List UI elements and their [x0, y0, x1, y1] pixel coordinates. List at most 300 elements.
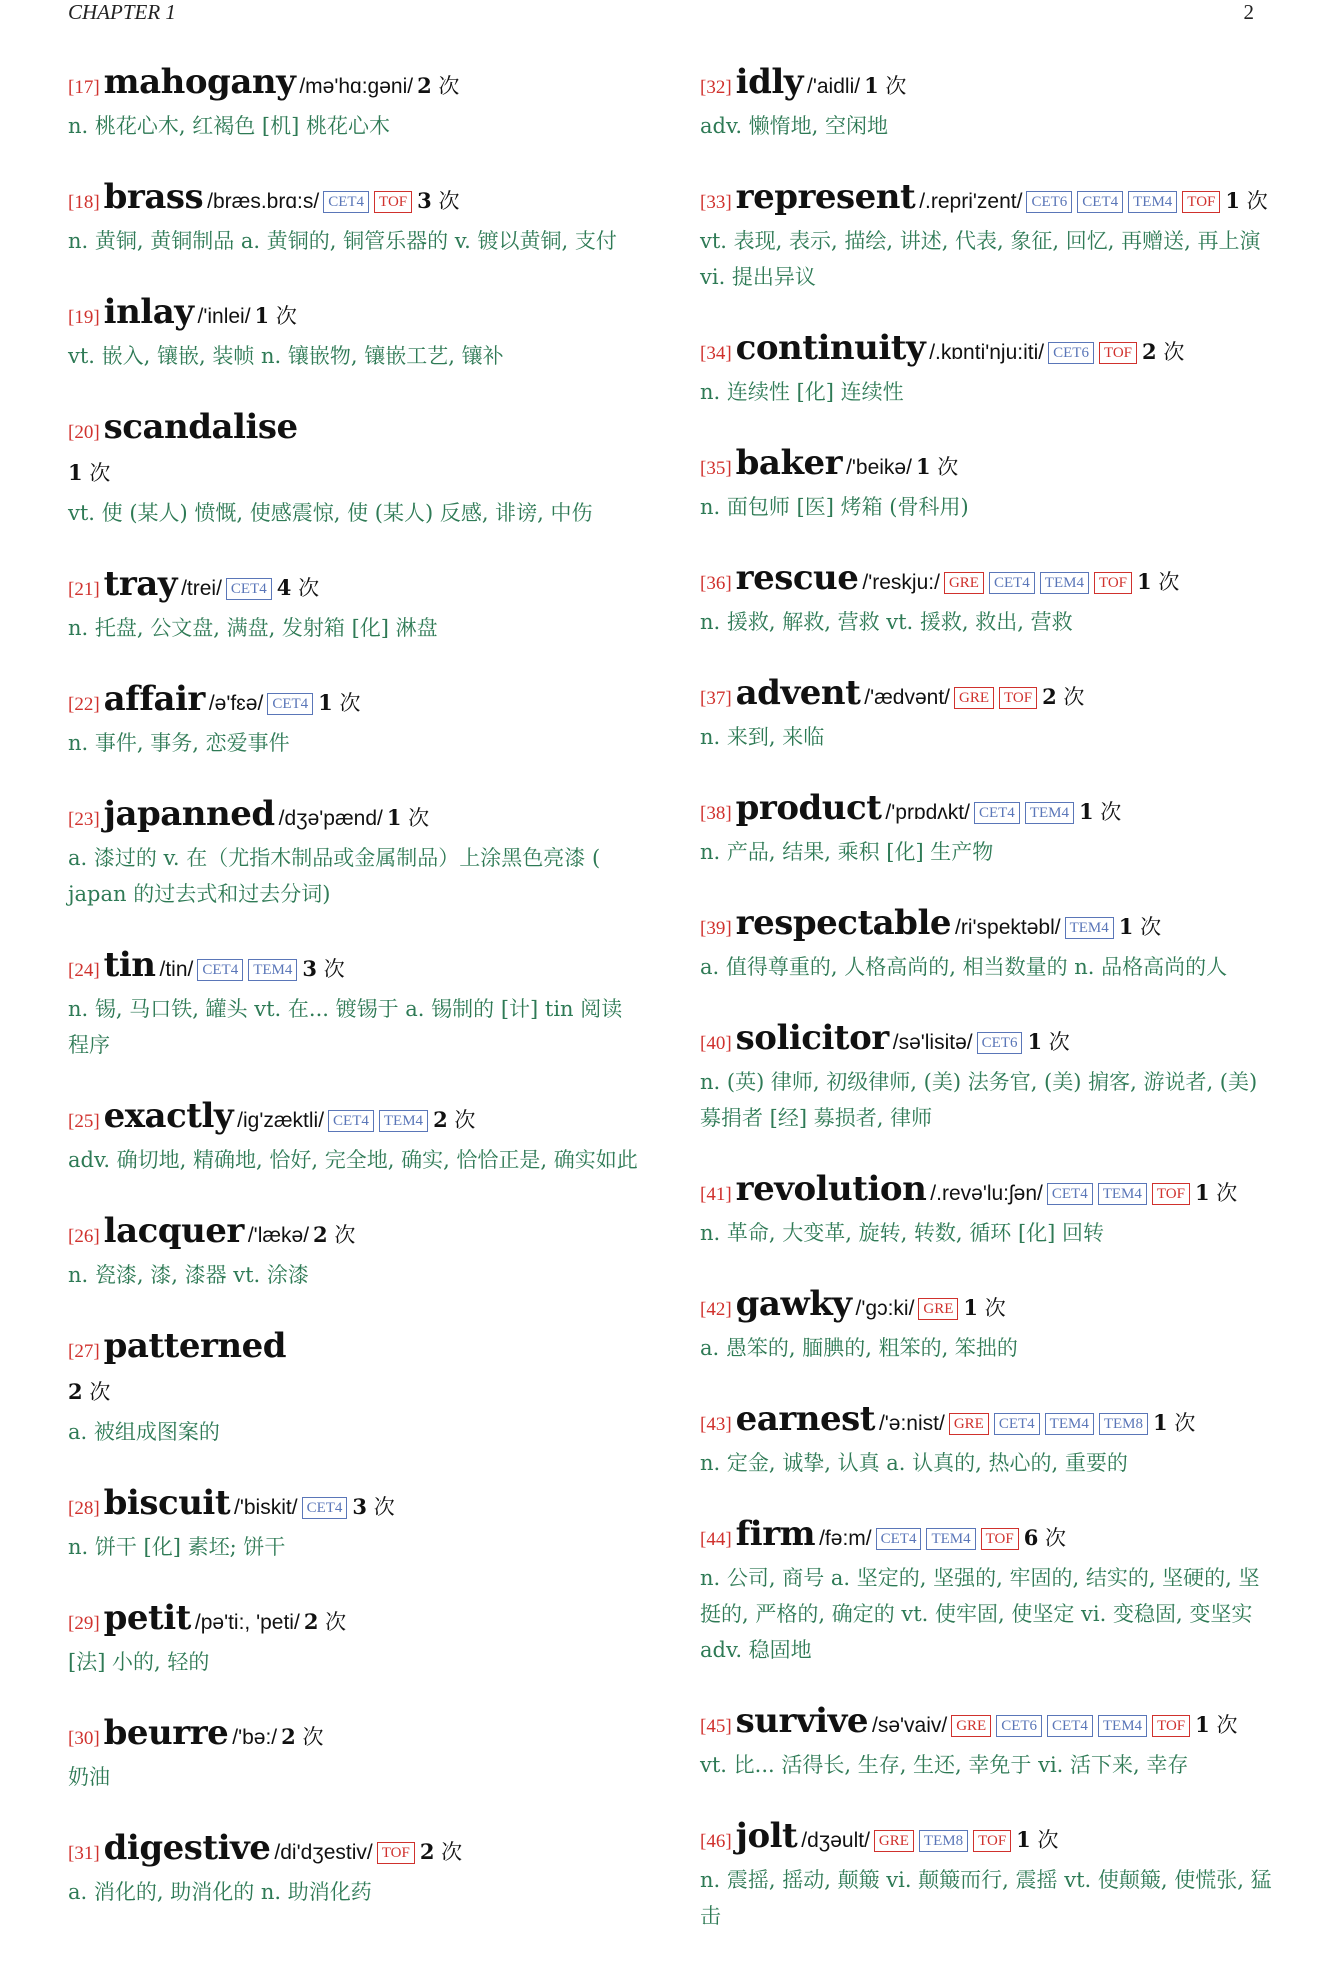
exam-tag: TEM4: [1098, 1183, 1147, 1205]
entry-word: advent: [735, 673, 861, 713]
entry-definition: a. 愚笨的, 腼腆的, 粗笨的, 笨拙的: [700, 1336, 1018, 1360]
vocab-entry: [68, 407, 640, 531]
entry-index: [46]: [700, 1831, 732, 1852]
count-unit: 次: [438, 74, 460, 98]
entry-definition: n. 托盘, 公文盘, 满盘, 发射箱 [化] 淋盘: [68, 616, 438, 640]
entry-word: digestive: [103, 1828, 271, 1868]
exam-tag: TEM8: [919, 1830, 968, 1852]
entry-count: [387, 806, 429, 830]
entry-headline: [700, 903, 1272, 949]
exam-tag: TOF: [377, 1842, 415, 1864]
entry-pronunciation: /mə'hɑ:gəni/: [299, 75, 414, 98]
entry-index: [32]: [700, 77, 732, 98]
entry-headline: [68, 1096, 640, 1142]
entry-headline: [68, 1598, 640, 1644]
entry-definition: vt. 比... 活得长, 生存, 生还, 幸免于 vi. 活下来, 幸存: [700, 1753, 1189, 1777]
entry-word: lacquer: [103, 1211, 244, 1251]
entry-pronunciation: /di'dʒestiv/: [274, 1841, 373, 1864]
count-value: 1: [1194, 1180, 1210, 1205]
exam-tag: TEM4: [1040, 572, 1089, 594]
entry-word: patterned: [103, 1326, 287, 1366]
entry-count: [1016, 1828, 1058, 1852]
entry-word: tin: [103, 945, 156, 985]
entry-headline: [68, 407, 640, 495]
entry-word: mahogany: [103, 62, 296, 102]
entry-index: [31]: [68, 1843, 100, 1864]
entry-word: scandalise: [103, 407, 298, 447]
entry-count: [1137, 570, 1179, 594]
exam-tag: CET6: [996, 1715, 1042, 1737]
entry-headline: [700, 1816, 1272, 1862]
exam-tag: CET4: [1077, 191, 1123, 213]
entry-headline: [68, 1828, 640, 1874]
exam-tag: TOF: [999, 687, 1037, 709]
entry-word: respectable: [735, 903, 952, 943]
entry-count: [1195, 1181, 1237, 1205]
vocab-entry: [68, 945, 640, 1063]
entry-headline: [68, 1483, 640, 1529]
exam-tag: GRE: [918, 1298, 958, 1320]
entry-headline: [700, 1284, 1272, 1330]
entry-headline: [68, 177, 640, 223]
vocab-entry: [700, 1701, 1272, 1783]
vocab-entry: [700, 1816, 1272, 1934]
exam-tag: CET4: [328, 1110, 374, 1132]
count-unit: 次: [298, 576, 320, 600]
entry-headline: [700, 788, 1272, 834]
entry-index: [36]: [700, 573, 732, 594]
entry-index: [38]: [700, 803, 732, 824]
entry-index: [37]: [700, 688, 732, 709]
entry-definition: n. 锡, 马口铁, 罐头 vt. 在... 镀锡于 a. 锡制的 [计] tin 阅读程序: [68, 997, 623, 1057]
exam-tag: TEM4: [379, 1110, 428, 1132]
entry-pronunciation: /.kɒnti'nju:iti/: [929, 341, 1045, 364]
exam-tag: GRE: [954, 687, 994, 709]
entry-index: [35]: [700, 458, 732, 479]
entry-index: [24]: [68, 960, 100, 981]
entry-headline: [68, 1713, 640, 1759]
entry-pronunciation: /tin/: [159, 958, 194, 981]
count-unit: 次: [1140, 915, 1162, 939]
count-value: 2: [419, 1839, 435, 1864]
count-value: 1: [963, 1295, 979, 1320]
vocab-entry: [700, 62, 1272, 144]
count-value: 3: [352, 1494, 368, 1519]
entry-count: [1142, 340, 1184, 364]
entry-definition: vt. 嵌入, 镶嵌, 装帧 n. 镶嵌物, 镶嵌工艺, 镶补: [68, 344, 504, 368]
entry-word: brass: [103, 177, 204, 217]
entry-word: tray: [103, 564, 178, 604]
entry-definition: vt. 使 (某人) 愤慨, 使感震惊, 使 (某人) 反感, 诽谤, 中伤: [68, 501, 593, 525]
entry-pronunciation: /'ædvənt/: [864, 686, 951, 709]
entry-count: [313, 1223, 355, 1247]
entry-headline: [68, 564, 640, 610]
vocab-entry: [700, 1399, 1272, 1481]
entry-pronunciation: /'bə:/: [232, 1726, 278, 1749]
count-unit: 次: [89, 1380, 111, 1404]
right-column: [700, 62, 1272, 1967]
exam-tag: CET6: [1048, 342, 1094, 364]
vocab-entry: [68, 679, 640, 761]
exam-tag: TOF: [1152, 1183, 1190, 1205]
count-value: 2: [281, 1724, 296, 1749]
entry-headline: [700, 328, 1272, 374]
entry-index: [21]: [68, 579, 100, 600]
entry-index: [28]: [68, 1498, 100, 1519]
entry-definition: n. 桃花心木, 红褐色 [机] 桃花心木: [68, 114, 390, 138]
exam-tag: CET4: [989, 572, 1035, 594]
entry-index: [17]: [68, 77, 100, 98]
entry-pronunciation: /'prɒdʌkt/: [885, 801, 970, 824]
exam-tag: TEM8: [1099, 1413, 1148, 1435]
entry-headline: [700, 1399, 1272, 1445]
exam-tag: CET4: [1047, 1715, 1093, 1737]
count-unit: 次: [1216, 1181, 1238, 1205]
entry-word: firm: [735, 1514, 816, 1554]
entry-count: [352, 1495, 394, 1519]
entry-count: [417, 189, 459, 213]
entry-count: [1195, 1713, 1237, 1737]
count-unit: 次: [334, 1223, 356, 1247]
entry-pronunciation: /ri'spektəbl/: [955, 916, 1061, 939]
count-value: 1: [318, 690, 333, 715]
entry-word: survive: [735, 1701, 868, 1741]
exam-tag: CET4: [876, 1528, 922, 1550]
entry-pronunciation: /dʒə'pænd/: [278, 807, 383, 830]
count-value: 1: [1153, 1410, 1168, 1435]
entry-headline: [68, 292, 640, 338]
entry-definition: adv. 确切地, 精确地, 恰好, 完全地, 确实, 恰恰正是, 确实如此: [68, 1148, 638, 1172]
entry-count: [417, 74, 459, 98]
exam-tag: GRE: [951, 1715, 991, 1737]
entry-definition: n. 定金, 诚挚, 认真 a. 认真的, 热心的, 重要的: [700, 1451, 1128, 1475]
count-unit: 次: [1174, 1411, 1196, 1435]
chapter-title: CHAPTER 1: [68, 0, 176, 24]
entry-headline: [700, 177, 1272, 223]
entry-pronunciation: /bræs.brɑ:s/: [207, 190, 320, 213]
entry-definition: n. 黄铜, 黄铜制品 a. 黄铜的, 铜管乐器的 v. 镀以黄铜, 支付: [68, 229, 617, 253]
count-value: 1: [1225, 188, 1240, 213]
entry-word: affair: [103, 679, 205, 719]
vocab-entry: [700, 1514, 1272, 1668]
entry-count: [1079, 800, 1121, 824]
vocab-entry: [700, 177, 1272, 295]
entry-pronunciation: /sə'lisitə/: [892, 1031, 973, 1054]
vocab-entry: [68, 794, 640, 912]
count-value: 4: [276, 575, 292, 600]
count-unit: 次: [1158, 570, 1180, 594]
count-unit: 次: [275, 304, 297, 328]
count-unit: 次: [89, 461, 111, 485]
entry-pronunciation: /'beikə/: [846, 456, 912, 479]
entry-pronunciation: /fə:m/: [819, 1527, 872, 1550]
count-unit: 次: [984, 1296, 1006, 1320]
count-unit: 次: [302, 1725, 324, 1749]
count-unit: 次: [1216, 1713, 1238, 1737]
entry-definition: n. 援救, 解救, 营救 vt. 援救, 救出, 营救: [700, 610, 1073, 634]
count-value: 2: [433, 1107, 448, 1132]
entry-count: [318, 691, 360, 715]
entry-pronunciation: /'inlei/: [197, 305, 251, 328]
entry-pronunciation: /'reskju:/: [862, 571, 940, 594]
count-unit: 次: [339, 691, 361, 715]
exam-tag: TOF: [1099, 342, 1137, 364]
count-unit: 次: [1163, 340, 1185, 364]
entry-word: continuity: [735, 328, 926, 368]
vocab-entry: [700, 1169, 1272, 1251]
entry-index: [41]: [700, 1184, 732, 1205]
page-number: 2: [1243, 0, 1254, 24]
count-value: 1: [864, 73, 879, 98]
entry-headline: [700, 443, 1272, 489]
entry-word: inlay: [103, 292, 194, 332]
entry-word: jolt: [735, 1816, 798, 1856]
entry-index: [34]: [700, 343, 732, 364]
count-unit: 次: [1246, 189, 1268, 213]
vocab-entry: [68, 177, 640, 259]
entry-index: [30]: [68, 1728, 100, 1749]
entry-word: product: [735, 788, 882, 828]
entry-definition: vt. 表现, 表示, 描绘, 讲述, 代表, 象征, 回忆, 再赠送, 再上演 vi. 提出异议: [700, 229, 1261, 289]
entry-count: [68, 461, 110, 485]
entry-word: beurre: [103, 1713, 229, 1753]
exam-tag: CET4: [974, 802, 1020, 824]
entry-index: [39]: [700, 918, 732, 939]
entry-count: [1042, 685, 1084, 709]
exam-tag: TOF: [981, 1528, 1019, 1550]
vocab-entry: [700, 788, 1272, 870]
page-header: [68, 0, 1254, 40]
exam-tag: CET4: [226, 578, 272, 600]
entry-word: revolution: [735, 1169, 927, 1209]
entry-count: [433, 1108, 475, 1132]
count-value: 1: [254, 303, 270, 328]
exam-tag: TEM4: [1098, 1715, 1147, 1737]
entry-pronunciation: /ə'fɛə/: [208, 692, 264, 715]
exam-tag: CET6: [1026, 191, 1072, 213]
vocab-entry: [68, 292, 640, 374]
entry-word: exactly: [103, 1096, 234, 1136]
count-unit: 次: [1100, 800, 1122, 824]
entry-headline: [68, 62, 640, 108]
entry-definition: n. 产品, 结果, 乘积 [化] 生产物: [700, 840, 994, 864]
count-value: 3: [302, 956, 317, 981]
entry-definition: n. 面包师 [医] 烤箱 (骨科用): [700, 495, 969, 519]
exam-tag: TOF: [374, 191, 412, 213]
count-value: 1: [1078, 799, 1094, 824]
vocab-entry: [700, 443, 1272, 525]
vocab-entry: [700, 673, 1272, 755]
exam-tag: CET4: [1047, 1183, 1093, 1205]
entry-pronunciation: /'lækə/: [247, 1224, 310, 1247]
vocab-entry: [68, 1598, 640, 1680]
count-unit: 次: [373, 1495, 395, 1519]
exam-tag: GRE: [944, 572, 984, 594]
entry-pronunciation: /'biskit/: [234, 1496, 298, 1519]
entry-count: [1119, 915, 1161, 939]
entry-definition: n. 革命, 大变革, 旋转, 转数, 循环 [化] 回转: [700, 1221, 1105, 1245]
vocab-entry: [68, 1211, 640, 1293]
exam-tag: TEM4: [248, 959, 297, 981]
entry-pronunciation: /sə'vaiv/: [872, 1714, 948, 1737]
entry-word: japanned: [103, 794, 275, 834]
entry-definition: a. 值得尊重的, 人格高尚的, 相当数量的 n. 品格高尚的人: [700, 955, 1228, 979]
count-unit: 次: [1045, 1526, 1067, 1550]
count-unit: 次: [325, 1610, 347, 1634]
count-value: 2: [68, 1379, 83, 1404]
exam-tag: TEM4: [1045, 1413, 1094, 1435]
entry-pronunciation: /trei/: [181, 577, 222, 600]
entry-headline: [700, 1169, 1272, 1215]
vocab-entry: [68, 62, 640, 144]
count-value: 2: [1142, 339, 1157, 364]
entry-pronunciation: /dʒəult/: [801, 1829, 870, 1852]
count-value: 1: [915, 454, 931, 479]
entry-count: [1225, 189, 1267, 213]
entry-index: [44]: [700, 1529, 732, 1550]
exam-tag: CET4: [302, 1497, 348, 1519]
entry-pronunciation: /'gɔ:ki/: [855, 1297, 915, 1320]
entry-headline: [700, 558, 1272, 604]
count-value: 3: [417, 188, 432, 213]
count-unit: 次: [441, 1840, 463, 1864]
vocab-entry: [700, 1284, 1272, 1366]
entry-pronunciation: /'ə:nist/: [878, 1412, 945, 1435]
entry-count: [304, 1610, 346, 1634]
exam-tag: TOF: [973, 1830, 1011, 1852]
entry-word: solicitor: [735, 1018, 889, 1058]
vocab-entry: [68, 1326, 640, 1450]
count-value: 1: [68, 460, 83, 485]
count-value: 1: [1118, 914, 1134, 939]
vocab-entry: [700, 558, 1272, 640]
vocab-entry: [68, 1096, 640, 1178]
entry-index: [43]: [700, 1414, 732, 1435]
entry-word: biscuit: [103, 1483, 231, 1523]
count-value: 1: [386, 805, 402, 830]
entry-definition: n. 公司, 商号 a. 坚定的, 坚强的, 牢固的, 结实的, 坚硬的, 坚挺的, 严格的, 确定的 vt. 使牢固, 使坚定 vi. 变稳固, 变坚实 adv. 稳固地: [700, 1566, 1260, 1662]
exam-tag: GRE: [949, 1413, 989, 1435]
count-unit: 次: [1037, 1828, 1059, 1852]
vocab-entry: [68, 1828, 640, 1910]
entry-definition: n. 震摇, 摇动, 颠簸 vi. 颠簸而行, 震摇 vt. 使颠簸, 使慌张, 猛击: [700, 1868, 1272, 1928]
entry-index: [40]: [700, 1033, 732, 1054]
entry-definition: n. 来到, 来临: [700, 725, 825, 749]
entry-index: [33]: [700, 192, 732, 213]
count-value: 6: [1023, 1525, 1039, 1550]
entry-count: [277, 576, 319, 600]
entry-headline: [700, 62, 1272, 108]
exam-tag: GRE: [874, 1830, 914, 1852]
entry-word: rescue: [735, 558, 859, 598]
entry-definition: a. 消化的, 助消化的 n. 助消化药: [68, 1880, 372, 1904]
entry-definition: n. 饼干 [化] 素坯; 饼干: [68, 1535, 286, 1559]
count-unit: 次: [1063, 685, 1085, 709]
count-value: 2: [303, 1609, 319, 1634]
exam-tag: CET4: [323, 191, 369, 213]
entry-word: earnest: [735, 1399, 875, 1439]
entry-headline: [700, 1514, 1272, 1560]
entry-count: [864, 74, 906, 98]
entry-count: [281, 1725, 323, 1749]
entry-count: [1153, 1411, 1195, 1435]
entry-count: [255, 304, 297, 328]
count-value: 1: [1195, 1712, 1210, 1737]
entry-count: [302, 957, 344, 981]
count-unit: 次: [323, 957, 345, 981]
entry-definition: adv. 懒惰地, 空闲地: [700, 114, 889, 138]
count-value: 1: [1027, 1029, 1043, 1054]
entry-headline: [68, 679, 640, 725]
vocab-entry: [68, 564, 640, 646]
count-value: 2: [313, 1222, 328, 1247]
exam-tag: TEM4: [1128, 191, 1177, 213]
entry-count: [420, 1840, 462, 1864]
entry-definition: n. 连续性 [化] 连续性: [700, 380, 904, 404]
count-unit: 次: [1048, 1030, 1070, 1054]
count-value: 1: [1137, 569, 1152, 594]
vocab-entry: [700, 903, 1272, 985]
exam-tag: CET4: [197, 959, 243, 981]
count-unit: 次: [438, 189, 460, 213]
entry-word: gawky: [735, 1284, 852, 1324]
entry-index: [42]: [700, 1299, 732, 1320]
entry-index: [45]: [700, 1716, 732, 1737]
entry-definition: n. (英) 律师, 初级律师, (美) 法务官, (美) 掮客, 游说者, (美) 募捐者 [经] 募损者, 律师: [700, 1070, 1258, 1130]
entry-index: [26]: [68, 1226, 100, 1247]
entry-pronunciation: /ig'zæktli/: [237, 1109, 325, 1132]
entry-pronunciation: /.repri'zent/: [919, 190, 1023, 213]
entry-count: [1024, 1526, 1066, 1550]
count-unit: 次: [408, 806, 430, 830]
vocab-entry: [700, 328, 1272, 410]
entry-headline: [68, 1211, 640, 1257]
exam-tag: CET4: [267, 693, 313, 715]
entry-word: represent: [735, 177, 916, 217]
entry-headline: [68, 945, 640, 991]
entry-index: [20]: [68, 422, 100, 443]
entry-index: [25]: [68, 1111, 100, 1132]
entry-index: [27]: [68, 1341, 100, 1362]
exam-tag: TEM4: [1065, 917, 1114, 939]
entry-count: [963, 1296, 1005, 1320]
entry-index: [22]: [68, 694, 100, 715]
entry-headline: [700, 1018, 1272, 1064]
entry-headline: [68, 1326, 640, 1414]
entry-count: [68, 1380, 110, 1404]
entry-definition: n. 事件, 事务, 恋爱事件: [68, 731, 290, 755]
exam-tag: TEM4: [926, 1528, 975, 1550]
entry-pronunciation: /'aidli/: [807, 75, 861, 98]
entry-index: [29]: [68, 1613, 100, 1634]
entry-definition: a. 被组成图案的: [68, 1420, 220, 1444]
entry-definition: n. 瓷漆, 漆, 漆器 vt. 涂漆: [68, 1263, 309, 1287]
entry-index: [19]: [68, 307, 100, 328]
exam-tag: TOF: [1152, 1715, 1190, 1737]
vocab-entry: [68, 1483, 640, 1565]
entry-count: [1027, 1030, 1069, 1054]
entry-headline: [68, 794, 640, 840]
exam-tag: CET6: [977, 1032, 1023, 1054]
vocab-entry: [68, 1713, 640, 1795]
count-unit: 次: [885, 74, 907, 98]
count-unit: 次: [937, 455, 959, 479]
entry-pronunciation: /pə'ti:, 'peti/: [194, 1611, 300, 1634]
entry-definition: [法] 小的, 轻的: [68, 1650, 210, 1674]
entry-headline: [700, 1701, 1272, 1747]
entry-word: baker: [735, 443, 843, 483]
exam-tag: TEM4: [1025, 802, 1074, 824]
